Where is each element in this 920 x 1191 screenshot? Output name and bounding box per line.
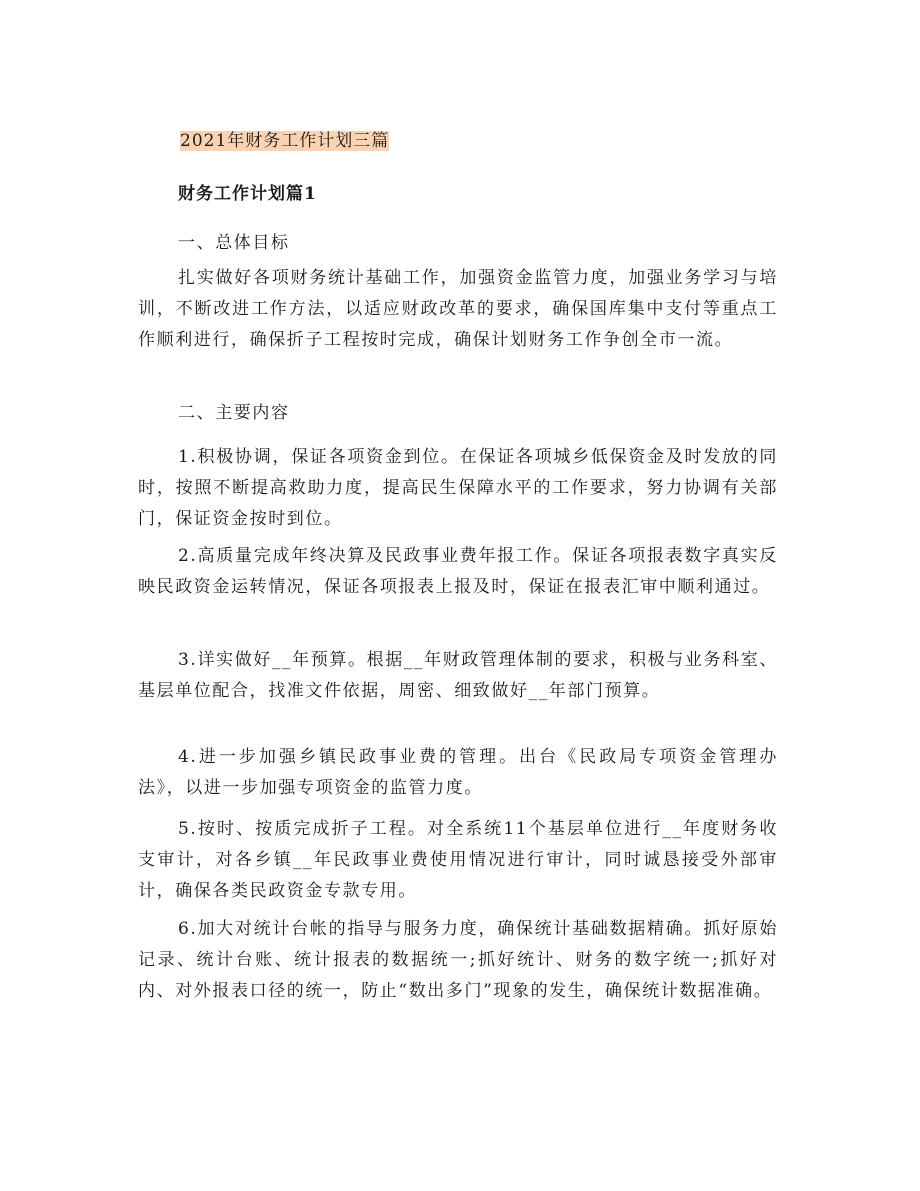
- paragraph-overall-goal: 扎实做好各项财务统计基础工作，加强资金监管力度，加强业务学习与培训，不断改进工作方法，以适应财政改革的要求，确保国库集中支付等重点工作顺利进行，确保折子工程按时完成，确保计划财务工作争创全市一流。: [138, 268, 778, 350]
- paragraph-item-3: 3.详实做好__年预算。根据__年财政管理体制的要求，积极与业务科室、基层单位配合，找准文件依据，周密、细致做好__年部门预算。: [138, 650, 778, 701]
- paragraph-item-4: 4.进一步加强乡镇民政事业费的管理。出台《民政局专项资金管理办法》，以进一步加强专项资金的监管力度。: [138, 747, 778, 798]
- paragraph-item-5: 5.按时、按质完成折子工程。对全系统11个基层单位进行__年度财务收支审计，对各乡镇__年民政事业费使用情况进行审计，同时诚恳接受外部审计，确保各类民政资金专款专用。: [138, 819, 778, 901]
- document-title-highlight: 2021年财务工作计划三篇: [180, 131, 390, 151]
- paragraph-item-2: 2.高质量完成年终决算及民政事业费年报工作。保证各项报表数字真实反映民政资金运转情况，保证各项报表上报及时，保证在报表汇审中顺利通过。: [138, 546, 778, 597]
- paragraph-item-1: 1.积极协调，保证各项资金到位。在保证各项城乡低保资金及时发放的同时，按照不断提高救助力度，提高民生保障水平的工作要求，努力协调有关部门，保证资金按时到位。: [138, 447, 778, 529]
- subheading-overall-goal: 一、总体目标: [178, 233, 290, 253]
- subheading-main-content: 二、主要内容: [178, 403, 290, 423]
- section-heading: 财务工作计划篇1: [178, 184, 317, 204]
- document-title: [178, 127, 391, 155]
- paragraph-item-6: 6.加大对统计台帐的指导与服务力度，确保统计基础数据精确。抓好原始记录、统计台账、统计报表的数据统一;抓好统计、财务的数字统一;抓好对内、对外报表口径的统一，防止“数出多门”现象的发生，确保统计数据准确。: [138, 919, 778, 1001]
